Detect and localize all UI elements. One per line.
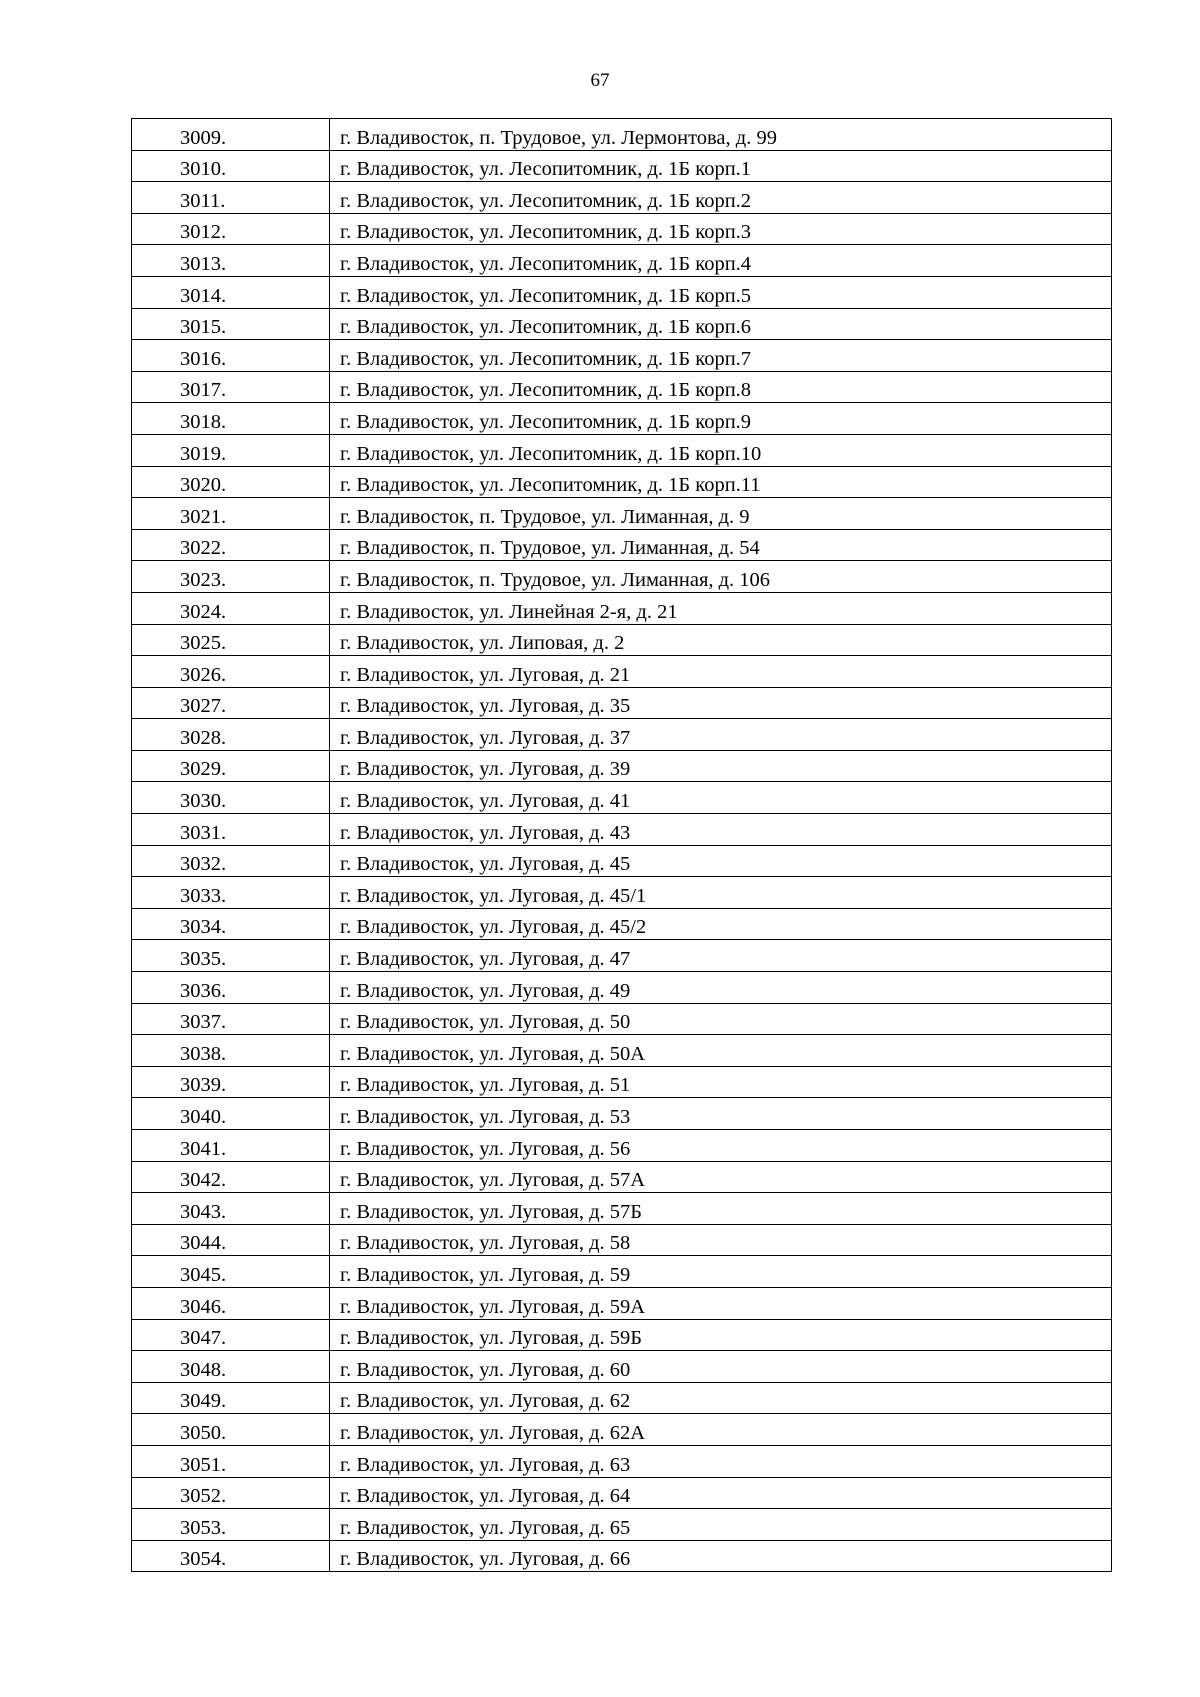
row-number-cell	[132, 1414, 330, 1446]
row-number: 3025.	[180, 632, 227, 655]
row-number-cell	[132, 245, 330, 277]
row-number-cell	[132, 1477, 330, 1509]
address-text: г. Владивосток, ул. Луговая, д. 37	[340, 726, 631, 749]
address-cell	[330, 1540, 1112, 1572]
row-number-cell	[132, 719, 330, 751]
address-cell	[330, 529, 1112, 561]
address-text: г. Владивосток, ул. Луговая, д. 59Б	[340, 1327, 643, 1350]
table-row	[132, 1224, 1112, 1256]
table-row	[132, 877, 1112, 909]
address-cell	[330, 276, 1112, 308]
table-row	[132, 750, 1112, 782]
row-number: 3053.	[180, 1516, 227, 1539]
address-cell	[330, 403, 1112, 435]
address-cell	[330, 1414, 1112, 1446]
row-number-cell	[132, 1130, 330, 1162]
table-row	[132, 498, 1112, 530]
table-row	[132, 687, 1112, 719]
address-text: г. Владивосток, ул. Лесопитомник, д. 1Б корп.9	[340, 410, 752, 433]
address-text: г. Владивосток, ул. Луговая, д. 50	[340, 1011, 631, 1034]
row-number-cell	[132, 1066, 330, 1098]
row-number: 3031.	[180, 821, 227, 844]
row-number-cell	[132, 592, 330, 624]
row-number-cell	[132, 498, 330, 530]
row-number-cell	[132, 1351, 330, 1383]
address-cell	[330, 1477, 1112, 1509]
row-number: 3017.	[180, 379, 227, 402]
address-text: г. Владивосток, ул. Линейная 2-я, д. 21	[340, 600, 678, 623]
address-cell	[330, 592, 1112, 624]
table-row	[132, 1287, 1112, 1319]
table-row	[132, 1066, 1112, 1098]
row-number-cell	[132, 782, 330, 814]
table-row	[132, 782, 1112, 814]
row-number-cell	[132, 1161, 330, 1193]
address-cell	[330, 940, 1112, 972]
address-text: г. Владивосток, ул. Луговая, д. 49	[340, 979, 631, 1002]
row-number-cell	[132, 1287, 330, 1319]
table-row	[132, 1319, 1112, 1351]
table-row	[132, 245, 1112, 277]
row-number-cell	[132, 1193, 330, 1225]
row-number-cell	[132, 1540, 330, 1572]
row-number: 3014.	[180, 284, 227, 307]
row-number: 3028.	[180, 726, 227, 749]
address-cell	[330, 750, 1112, 782]
row-number-cell	[132, 940, 330, 972]
address-text: г. Владивосток, ул. Луговая, д. 51	[340, 1074, 631, 1097]
row-number: 3015.	[180, 316, 227, 339]
address-text: г. Владивосток, ул. Луговая, д. 47	[340, 948, 631, 971]
address-cell	[330, 1256, 1112, 1288]
row-number: 3021.	[180, 505, 227, 528]
row-number-cell	[132, 403, 330, 435]
address-table-body	[132, 119, 1112, 1572]
table-row	[132, 1161, 1112, 1193]
row-number: 3039.	[180, 1074, 227, 1097]
row-number: 3051.	[180, 1453, 227, 1476]
row-number: 3034.	[180, 916, 227, 939]
table-row	[132, 371, 1112, 403]
address-cell	[330, 182, 1112, 214]
table-row	[132, 908, 1112, 940]
row-number: 3050.	[180, 1421, 227, 1444]
address-text: г. Владивосток, ул. Луговая, д. 39	[340, 758, 631, 781]
row-number-cell	[132, 1098, 330, 1130]
address-cell	[330, 656, 1112, 688]
row-number: 3018.	[180, 410, 227, 433]
address-text: г. Владивосток, п. Трудовое, ул. Лермонтова, д. 99	[340, 126, 777, 149]
row-number: 3027.	[180, 695, 227, 718]
address-text: г. Владивосток, п. Трудовое, ул. Лиманная, д. 106	[340, 568, 771, 591]
row-number-cell	[132, 371, 330, 403]
table-row	[132, 529, 1112, 561]
address-text: г. Владивосток, ул. Луговая, д. 45	[340, 853, 631, 876]
table-row	[132, 561, 1112, 593]
row-number: 3030.	[180, 790, 227, 813]
address-cell	[330, 845, 1112, 877]
table-row	[132, 466, 1112, 498]
address-cell	[330, 782, 1112, 814]
row-number: 3019.	[180, 442, 227, 465]
address-text: г. Владивосток, ул. Луговая, д. 58	[340, 1232, 631, 1255]
row-number: 3036.	[180, 979, 227, 1002]
table-row	[132, 213, 1112, 245]
row-number-cell	[132, 308, 330, 340]
table-row	[132, 1098, 1112, 1130]
address-text: г. Владивосток, ул. Луговая, д. 59	[340, 1263, 631, 1286]
row-number: 3046.	[180, 1295, 227, 1318]
table-row	[132, 340, 1112, 372]
address-text: г. Владивосток, ул. Лесопитомник, д. 1Б корп.8	[340, 379, 752, 402]
address-text: г. Владивосток, ул. Луговая, д. 53	[340, 1106, 631, 1128]
row-number: 3040.	[180, 1106, 227, 1128]
address-cell	[330, 972, 1112, 1004]
table-row	[132, 434, 1112, 466]
address-text: г. Владивосток, ул. Луговая, д. 57Б	[340, 1200, 643, 1223]
row-number-cell	[132, 624, 330, 656]
address-cell	[330, 340, 1112, 372]
table-row	[132, 1193, 1112, 1225]
address-cell	[330, 213, 1112, 245]
table-row	[132, 308, 1112, 340]
address-cell	[330, 1224, 1112, 1256]
address-cell	[330, 814, 1112, 846]
table-row	[132, 940, 1112, 972]
row-number: 3026.	[180, 663, 227, 686]
table-row	[132, 1540, 1112, 1572]
table-row	[132, 403, 1112, 435]
address-text: г. Владивосток, ул. Луговая, д. 63	[340, 1453, 631, 1476]
table-row	[132, 592, 1112, 624]
row-number: 3033.	[180, 884, 227, 907]
row-number: 3042.	[180, 1169, 227, 1192]
address-text: г. Владивосток, ул. Луговая, д. 45/1	[340, 884, 647, 907]
table-row	[132, 1003, 1112, 1035]
row-number-cell	[132, 213, 330, 245]
row-number-cell	[132, 1319, 330, 1351]
row-number-cell	[132, 1509, 330, 1541]
address-cell	[330, 498, 1112, 530]
address-cell	[330, 1066, 1112, 1098]
row-number-cell	[132, 466, 330, 498]
table-row	[132, 1414, 1112, 1446]
address-cell	[330, 687, 1112, 719]
address-text: г. Владивосток, ул. Лесопитомник, д. 1Б корп.6	[340, 316, 752, 339]
address-text: г. Владивосток, ул. Лесопитомник, д. 1Б корп.5	[340, 284, 752, 307]
table-row	[132, 1035, 1112, 1067]
address-text: г. Владивосток, ул. Луговая, д. 56	[340, 1137, 631, 1160]
address-cell	[330, 908, 1112, 940]
address-cell	[330, 150, 1112, 182]
row-number: 3041.	[180, 1137, 227, 1160]
table-row	[132, 845, 1112, 877]
address-cell	[330, 245, 1112, 277]
row-number: 3043.	[180, 1200, 227, 1223]
row-number-cell	[132, 1003, 330, 1035]
row-number-cell	[132, 150, 330, 182]
table-row	[132, 624, 1112, 656]
address-text: г. Владивосток, ул. Лесопитомник, д. 1Б корп.7	[340, 347, 752, 370]
row-number-cell	[132, 561, 330, 593]
address-text: г. Владивосток, ул. Лесопитомник, д. 1Б корп.10	[340, 442, 762, 465]
row-number: 3035.	[180, 948, 227, 971]
row-number-cell	[132, 908, 330, 940]
address-cell	[330, 1445, 1112, 1477]
row-number-cell	[132, 529, 330, 561]
row-number-cell	[132, 687, 330, 719]
row-number-cell	[132, 1445, 330, 1477]
address-cell	[330, 1382, 1112, 1414]
address-cell	[330, 561, 1112, 593]
table-row	[132, 150, 1112, 182]
row-number: 3038.	[180, 1042, 227, 1065]
row-number: 3052.	[180, 1485, 227, 1508]
row-number-cell	[132, 276, 330, 308]
row-number: 3044.	[180, 1232, 227, 1255]
table-row	[132, 1509, 1112, 1541]
row-number-cell	[132, 656, 330, 688]
row-number: 3037.	[180, 1011, 227, 1034]
address-text: г. Владивосток, п. Трудовое, ул. Лиманная, д. 54	[340, 537, 760, 560]
address-text: г. Владивосток, ул. Луговая, д. 66	[340, 1548, 631, 1571]
row-number-cell	[132, 340, 330, 372]
row-number-cell	[132, 182, 330, 214]
row-number: 3045.	[180, 1263, 227, 1286]
address-cell	[330, 1003, 1112, 1035]
address-cell	[330, 1130, 1112, 1162]
address-text: г. Владивосток, ул. Луговая, д. 21	[340, 663, 631, 686]
table-row	[132, 1477, 1112, 1509]
table-row	[132, 182, 1112, 214]
row-number: 3009.	[180, 126, 227, 149]
address-text: г. Владивосток, п. Трудовое, ул. Лиманная, д. 9	[340, 505, 750, 528]
address-text: г. Владивосток, ул. Луговая, д. 41	[340, 790, 631, 813]
address-text: г. Владивосток, ул. Луговая, д. 60	[340, 1358, 631, 1381]
row-number: 3011.	[180, 189, 226, 212]
table-row	[132, 1445, 1112, 1477]
address-cell	[330, 1351, 1112, 1383]
row-number: 3010.	[180, 158, 227, 181]
address-text: г. Владивосток, ул. Луговая, д. 57А	[340, 1169, 646, 1192]
table-row	[132, 1130, 1112, 1162]
address-cell	[330, 1161, 1112, 1193]
address-text: г. Владивосток, ул. Луговая, д. 64	[340, 1485, 631, 1508]
address-cell	[330, 1319, 1112, 1351]
row-number: 3048.	[180, 1358, 227, 1381]
row-number-cell	[132, 845, 330, 877]
row-number: 3047.	[180, 1327, 227, 1350]
address-text: г. Владивосток, ул. Луговая, д. 62А	[340, 1421, 646, 1444]
address-cell	[330, 1509, 1112, 1541]
row-number: 3016.	[180, 347, 227, 370]
table-row	[132, 656, 1112, 688]
address-cell	[330, 119, 1112, 151]
row-number: 3023.	[180, 568, 227, 591]
address-cell	[330, 434, 1112, 466]
address-text: г. Владивосток, ул. Луговая, д. 45/2	[340, 916, 647, 939]
address-cell	[330, 466, 1112, 498]
table-row	[132, 276, 1112, 308]
row-number-cell	[132, 119, 330, 151]
address-cell	[330, 719, 1112, 751]
row-number-cell	[132, 1035, 330, 1067]
row-number-cell	[132, 1256, 330, 1288]
address-cell	[330, 1035, 1112, 1067]
row-number: 3013.	[180, 252, 227, 275]
address-text: г. Владивосток, ул. Лесопитомник, д. 1Б корп.4	[340, 252, 752, 275]
address-text: г. Владивосток, ул. Лесопитомник, д. 1Б корп.11	[340, 474, 761, 497]
table-row	[132, 814, 1112, 846]
address-cell	[330, 624, 1112, 656]
table-row	[132, 972, 1112, 1004]
table-row	[132, 719, 1112, 751]
row-number: 3012.	[180, 221, 227, 244]
address-text: г. Владивосток, ул. Луговая, д. 43	[340, 821, 631, 844]
address-text: г. Владивосток, ул. Лесопитомник, д. 1Б корп.1	[340, 158, 752, 181]
address-table	[131, 118, 1112, 1572]
address-cell	[330, 371, 1112, 403]
row-number: 3024.	[180, 600, 227, 623]
table-row	[132, 1351, 1112, 1383]
row-number: 3049.	[180, 1390, 227, 1413]
row-number-cell	[132, 434, 330, 466]
row-number-cell	[132, 972, 330, 1004]
address-cell	[330, 308, 1112, 340]
address-text: г. Владивосток, ул. Луговая, д. 35	[340, 695, 631, 718]
row-number: 3020.	[180, 474, 227, 497]
row-number: 3032.	[180, 853, 227, 876]
address-cell	[330, 1098, 1112, 1130]
row-number: 3054.	[180, 1548, 227, 1571]
table-row	[132, 1382, 1112, 1414]
table-row	[132, 119, 1112, 151]
row-number-cell	[132, 877, 330, 909]
address-text: г. Владивосток, ул. Липовая, д. 2	[340, 632, 625, 655]
address-text: г. Владивосток, ул. Луговая, д. 62	[340, 1390, 631, 1413]
row-number-cell	[132, 750, 330, 782]
row-number: 3029.	[180, 758, 227, 781]
row-number-cell	[132, 1382, 330, 1414]
address-text: г. Владивосток, ул. Луговая, д. 59А	[340, 1295, 646, 1318]
address-text: г. Владивосток, ул. Луговая, д. 50А	[340, 1042, 646, 1065]
address-text: г. Владивосток, ул. Луговая, д. 65	[340, 1516, 631, 1539]
address-text: г. Владивосток, ул. Лесопитомник, д. 1Б корп.2	[340, 189, 752, 212]
address-cell	[330, 877, 1112, 909]
row-number-cell	[132, 1224, 330, 1256]
address-text: г. Владивосток, ул. Лесопитомник, д. 1Б корп.3	[340, 221, 752, 244]
row-number-cell	[132, 814, 330, 846]
address-cell	[330, 1287, 1112, 1319]
row-number: 3022.	[180, 537, 227, 560]
table-row	[132, 1256, 1112, 1288]
address-cell	[330, 1193, 1112, 1225]
page-number: 67	[590, 70, 610, 91]
